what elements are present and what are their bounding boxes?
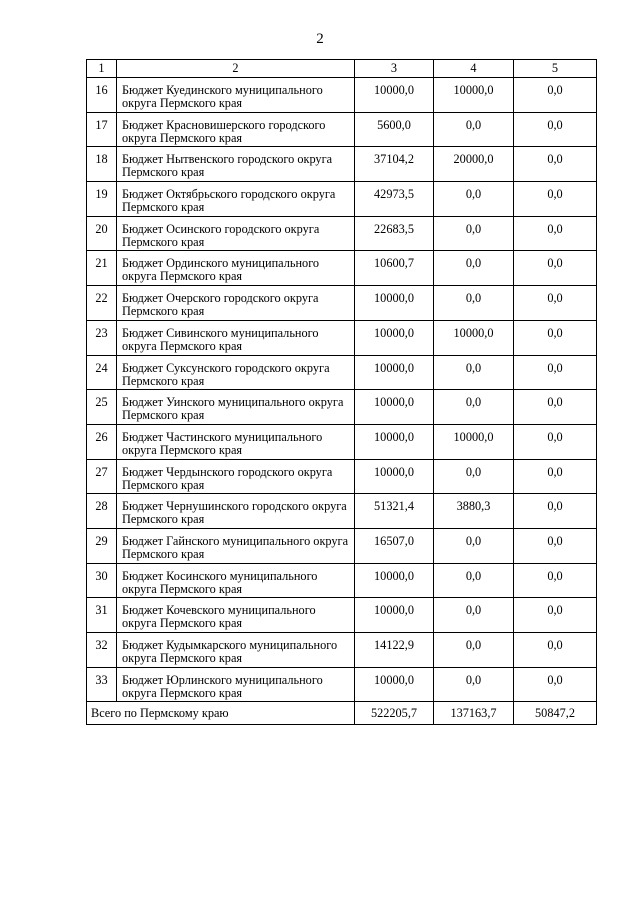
total-col-5: 50847,2 bbox=[514, 702, 597, 725]
row-col-3: 10000,0 bbox=[355, 459, 434, 494]
table-row bbox=[87, 494, 597, 529]
budget-table bbox=[86, 59, 597, 725]
row-col-4: 0,0 bbox=[434, 528, 514, 563]
row-col-4: 3880,3 bbox=[434, 494, 514, 529]
table-row bbox=[87, 528, 597, 563]
row-budget-name: Бюджет Красновишерского городского округа Пермского края bbox=[117, 112, 355, 147]
row-budget-name: Бюджет Очерского городского округа Пермского края bbox=[117, 286, 355, 321]
page-number: 2 bbox=[316, 31, 324, 47]
row-budget-name: Бюджет Косинского муниципального округа Пермского края bbox=[117, 563, 355, 598]
row-col-5: 0,0 bbox=[514, 320, 597, 355]
table-row bbox=[87, 320, 597, 355]
row-col-4: 0,0 bbox=[434, 182, 514, 217]
row-budget-name: Бюджет Уинского муниципального округа Пермского края bbox=[117, 390, 355, 425]
row-col-3: 5600,0 bbox=[355, 112, 434, 147]
row-col-4: 10000,0 bbox=[434, 78, 514, 113]
row-col-3: 42973,5 bbox=[355, 182, 434, 217]
row-number: 31 bbox=[87, 598, 117, 633]
table-row bbox=[87, 355, 597, 390]
row-col-5: 0,0 bbox=[514, 147, 597, 182]
row-col-5: 0,0 bbox=[514, 667, 597, 702]
row-col-4: 0,0 bbox=[434, 598, 514, 633]
table-row bbox=[87, 286, 597, 321]
row-number: 17 bbox=[87, 112, 117, 147]
table-row bbox=[87, 390, 597, 425]
row-col-4: 0,0 bbox=[434, 251, 514, 286]
table-header-row bbox=[87, 60, 597, 78]
row-col-3: 10000,0 bbox=[355, 667, 434, 702]
row-number: 21 bbox=[87, 251, 117, 286]
row-col-3: 10000,0 bbox=[355, 563, 434, 598]
row-col-3: 16507,0 bbox=[355, 528, 434, 563]
table-row bbox=[87, 563, 597, 598]
row-number: 25 bbox=[87, 390, 117, 425]
row-budget-name: Бюджет Октябрьского городского округа Пермского края bbox=[117, 182, 355, 217]
header-col-4: 4 bbox=[434, 60, 514, 78]
row-col-5: 0,0 bbox=[514, 112, 597, 147]
row-col-4: 0,0 bbox=[434, 667, 514, 702]
row-budget-name: Бюджет Кудымкарского муниципального округа Пермского края bbox=[117, 633, 355, 668]
table-body bbox=[87, 78, 597, 702]
row-number: 20 bbox=[87, 216, 117, 251]
row-budget-name: Бюджет Юрлинского муниципального округа Пермского края bbox=[117, 667, 355, 702]
total-col-4: 137163,7 bbox=[434, 702, 514, 725]
row-col-5: 0,0 bbox=[514, 390, 597, 425]
table-row bbox=[87, 147, 597, 182]
row-col-5: 0,0 bbox=[514, 251, 597, 286]
row-col-5: 0,0 bbox=[514, 633, 597, 668]
row-col-4: 0,0 bbox=[434, 390, 514, 425]
row-budget-name: Бюджет Чердынского городского округа Пермского края bbox=[117, 459, 355, 494]
table-row bbox=[87, 216, 597, 251]
row-number: 28 bbox=[87, 494, 117, 529]
row-col-4: 10000,0 bbox=[434, 320, 514, 355]
row-col-5: 0,0 bbox=[514, 563, 597, 598]
row-number: 30 bbox=[87, 563, 117, 598]
row-col-4: 20000,0 bbox=[434, 147, 514, 182]
row-number: 26 bbox=[87, 424, 117, 459]
header-col-3: 3 bbox=[355, 60, 434, 78]
row-col-4: 0,0 bbox=[434, 633, 514, 668]
row-number: 18 bbox=[87, 147, 117, 182]
row-col-5: 0,0 bbox=[514, 598, 597, 633]
row-col-3: 14122,9 bbox=[355, 633, 434, 668]
row-col-5: 0,0 bbox=[514, 355, 597, 390]
row-col-4: 0,0 bbox=[434, 563, 514, 598]
table-row bbox=[87, 633, 597, 668]
table-row bbox=[87, 598, 597, 633]
table-row bbox=[87, 78, 597, 113]
row-number: 32 bbox=[87, 633, 117, 668]
row-budget-name: Бюджет Осинского городского округа Пермского края bbox=[117, 216, 355, 251]
row-col-3: 10600,7 bbox=[355, 251, 434, 286]
table-row bbox=[87, 459, 597, 494]
row-number: 33 bbox=[87, 667, 117, 702]
row-col-3: 10000,0 bbox=[355, 424, 434, 459]
table-row bbox=[87, 424, 597, 459]
table-row bbox=[87, 112, 597, 147]
row-number: 19 bbox=[87, 182, 117, 217]
row-number: 16 bbox=[87, 78, 117, 113]
row-col-4: 10000,0 bbox=[434, 424, 514, 459]
row-col-4: 0,0 bbox=[434, 459, 514, 494]
row-col-3: 10000,0 bbox=[355, 320, 434, 355]
row-col-5: 0,0 bbox=[514, 424, 597, 459]
row-col-5: 0,0 bbox=[514, 216, 597, 251]
total-label: Всего по Пермскому краю bbox=[87, 702, 355, 725]
header-col-1: 1 bbox=[87, 60, 117, 78]
row-col-3: 10000,0 bbox=[355, 355, 434, 390]
row-col-3: 22683,5 bbox=[355, 216, 434, 251]
row-col-5: 0,0 bbox=[514, 286, 597, 321]
row-number: 23 bbox=[87, 320, 117, 355]
row-col-4: 0,0 bbox=[434, 355, 514, 390]
total-row bbox=[87, 702, 597, 725]
row-budget-name: Бюджет Ординского муниципального округа Пермского края bbox=[117, 251, 355, 286]
row-number: 29 bbox=[87, 528, 117, 563]
row-budget-name: Бюджет Сивинского муниципального округа Пермского края bbox=[117, 320, 355, 355]
row-col-3: 10000,0 bbox=[355, 286, 434, 321]
row-budget-name: Бюджет Чернушинского городского округа Пермского края bbox=[117, 494, 355, 529]
row-number: 27 bbox=[87, 459, 117, 494]
table-row bbox=[87, 667, 597, 702]
row-budget-name: Бюджет Гайнского муниципального округа Пермского края bbox=[117, 528, 355, 563]
row-budget-name: Бюджет Нытвенского городского округа Пермского края bbox=[117, 147, 355, 182]
row-col-5: 0,0 bbox=[514, 494, 597, 529]
row-col-5: 0,0 bbox=[514, 528, 597, 563]
row-col-5: 0,0 bbox=[514, 78, 597, 113]
row-col-5: 0,0 bbox=[514, 182, 597, 217]
table-row bbox=[87, 251, 597, 286]
row-number: 24 bbox=[87, 355, 117, 390]
row-col-3: 51321,4 bbox=[355, 494, 434, 529]
row-col-4: 0,0 bbox=[434, 216, 514, 251]
total-col-3: 522205,7 bbox=[355, 702, 434, 725]
row-col-3: 37104,2 bbox=[355, 147, 434, 182]
row-col-3: 10000,0 bbox=[355, 78, 434, 113]
row-budget-name: Бюджет Частинского муниципального округа Пермского края bbox=[117, 424, 355, 459]
table-row bbox=[87, 182, 597, 217]
row-col-4: 0,0 bbox=[434, 286, 514, 321]
row-budget-name: Бюджет Суксунского городского округа Пермского края bbox=[117, 355, 355, 390]
header-col-5: 5 bbox=[514, 60, 597, 78]
header-col-2: 2 bbox=[117, 60, 355, 78]
row-budget-name: Бюджет Кочевского муниципального округа Пермского края bbox=[117, 598, 355, 633]
row-col-3: 10000,0 bbox=[355, 598, 434, 633]
row-col-4: 0,0 bbox=[434, 112, 514, 147]
row-col-3: 10000,0 bbox=[355, 390, 434, 425]
row-number: 22 bbox=[87, 286, 117, 321]
row-col-5: 0,0 bbox=[514, 459, 597, 494]
row-budget-name: Бюджет Куединского муниципального округа Пермского края bbox=[117, 78, 355, 113]
